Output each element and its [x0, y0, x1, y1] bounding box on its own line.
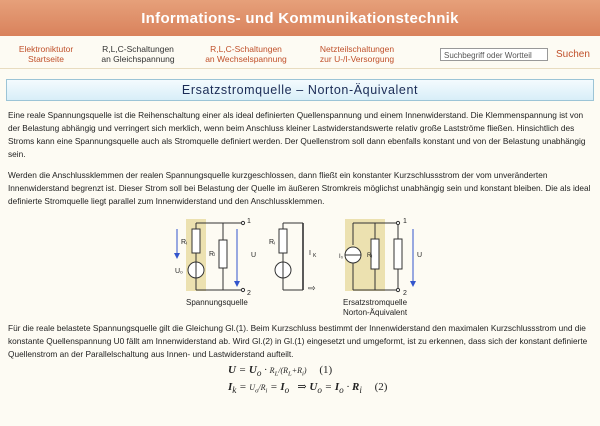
nav-item-line: zur U-/I-Versorgung [319, 54, 395, 64]
nav-item-line: Elektroniktutor [18, 44, 74, 54]
nav-item-line: R,L,C-Schaltungen [210, 44, 282, 54]
formula-block [8, 361, 592, 401]
label-ik: I [309, 250, 311, 257]
caption-norton: Norton-Äquivalent [343, 308, 408, 317]
eq2-number: (2) [374, 381, 388, 393]
site-title: Informations- und Kommunikationstechnik [141, 9, 459, 27]
label-ik-sub: K [313, 253, 317, 259]
label-ri-2: Rᵢ [269, 239, 276, 246]
nav-item-line: R,L,C-Schaltungen [102, 44, 174, 54]
eq1-number: (1) [319, 364, 333, 376]
label-u0: U₀ [175, 268, 183, 275]
nav-item-startseite[interactable] [6, 44, 86, 64]
terminal-1: 1 [247, 218, 251, 225]
caption-current-source: Ersatzstromquelle [343, 298, 408, 307]
label-u: U [251, 252, 257, 259]
nav-item-line: an Wechselspannung [205, 54, 287, 64]
nav-item-wechselspannung[interactable] [190, 44, 302, 64]
label-ri: Rᵢ [181, 239, 188, 246]
page-title: Ersatzstromquelle – Norton-Äquivalent [181, 83, 419, 97]
rl-resistor-norton [394, 239, 402, 269]
nav-item-gleichspannung[interactable] [86, 44, 190, 64]
paragraph: Werden die Anschlussklemmen der realen Spannungsquelle kurzgeschlossen, dann fließt ein konstanter Kurzschlussstrom der vom unveränderten Innenwiderstand begrenzt ist. Dieser Strom soll bei Belastung der Quelle im äußeren Stromkreis möglichst unabhängig sein und konstant bleiben. Die als ideal definierte Stromquelle liegt parallel zum Innenwiderstand und den Anschlussklemmen. [8, 170, 591, 206]
nav-item-netzteilschaltungen[interactable] [302, 44, 412, 64]
equation-2: $I_k = U_o/R_i = I_o$ ⇒ $U_o = I_o \cdot R_i$ (2) [228, 381, 388, 396]
label-ri-3: Rᵢ [367, 253, 373, 259]
search-input[interactable]: Suchbegriff oder Wortteil [440, 48, 548, 61]
nav-item-line: an Gleichspannung [101, 54, 175, 64]
paragraph: Für die reale belastete Spannungsquelle gilt die Gleichung Gl.(1). Beim Kurzschluss bestimmt der Innenwiderstand den maximalen Kurzschlussstrom und die konstante Quellenspannung U0 fällt am Innenwiderstand ab. Wird Gl.(2) in Gl.(1) eingesetzt und umgeformt, ist zu erkennen, dass sich der konstant definierte Quellenstrom an der Parallelschaltung aus Innen- und Lastwiderstand aufteilt. [8, 323, 588, 359]
equation-1: $U = U_o \cdot R_L/(R_L+R_i)$ (1) [228, 364, 333, 379]
rl-resistor [219, 240, 227, 268]
circuit-figure [8, 218, 592, 317]
circuit-diagram [173, 215, 433, 307]
terminal-2: 2 [247, 290, 251, 297]
label-u-norton: U [417, 252, 423, 259]
top-navigation [0, 36, 600, 69]
page-title-bar [6, 79, 594, 101]
ri-resistor-short [279, 229, 287, 253]
paragraph: Eine reale Spannungsquelle ist die Reihenschaltung einer als ideal definierten Quellenspannung und einem Innenwiderstand. Die Klemmenspannung ist von der Belastung abhängig und verringert sich merklich, wenn beim Anschluss kleiner Lastwiderstandswerte relativ große Lastströme fließen. Hinsichtlich des Stroms kann eine Spannungsquelle auch als Stromquelle definiert werden. Der Quellenstrom soll dann ebenfalls konstant und von der Belastung unabhängig sein. [8, 110, 586, 159]
label-i0: I₀ [339, 254, 344, 260]
search-button[interactable]: Suchen [556, 48, 590, 60]
nav-item-line: Startseite [28, 54, 64, 64]
terminal-2-norton: 2 [403, 290, 407, 297]
site-banner [0, 0, 600, 36]
arrow-symbol: ⇨ [308, 283, 316, 293]
label-rl: Rₗ [209, 251, 216, 258]
nav-item-line: Netzteilschaltungen [319, 44, 395, 54]
terminal-1-norton: 1 [403, 218, 407, 225]
caption-voltage-source: Spannungsquelle [186, 298, 248, 307]
ri-resistor [192, 229, 200, 253]
article-content [0, 109, 600, 401]
